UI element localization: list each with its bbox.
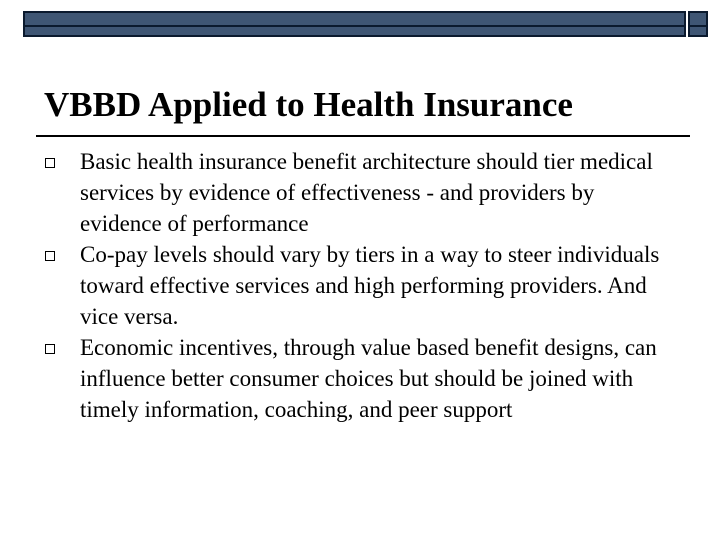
bullet-text: Co-pay levels should vary by tiers in a way to steer individuals toward effective services and high performing providers. And vice versa. bbox=[80, 242, 660, 329]
header-banner bbox=[23, 11, 686, 37]
bullet-item bbox=[44, 146, 674, 239]
bullet-text: Basic health insurance benefit architecture should tier medical services by evidence of effectiveness - and providers by evidence of performance bbox=[80, 149, 653, 236]
bullet-item bbox=[44, 332, 674, 425]
bullet-text: Economic incentives, through value based benefit designs, can influence better consumer choices but should be joined with timely information, coaching, and peer support bbox=[80, 335, 657, 422]
slide-title: VBBD Applied to Health Insurance bbox=[44, 85, 573, 124]
header-banner-stripe bbox=[25, 25, 684, 27]
hollow-square-icon bbox=[45, 158, 55, 168]
hollow-square-icon bbox=[45, 344, 55, 354]
hollow-square-icon bbox=[45, 251, 55, 261]
bullet-list bbox=[44, 146, 674, 425]
title-divider bbox=[36, 135, 690, 137]
header-corner-box bbox=[688, 11, 708, 37]
header-corner-stripe bbox=[690, 25, 706, 27]
bullet-item bbox=[44, 239, 674, 332]
